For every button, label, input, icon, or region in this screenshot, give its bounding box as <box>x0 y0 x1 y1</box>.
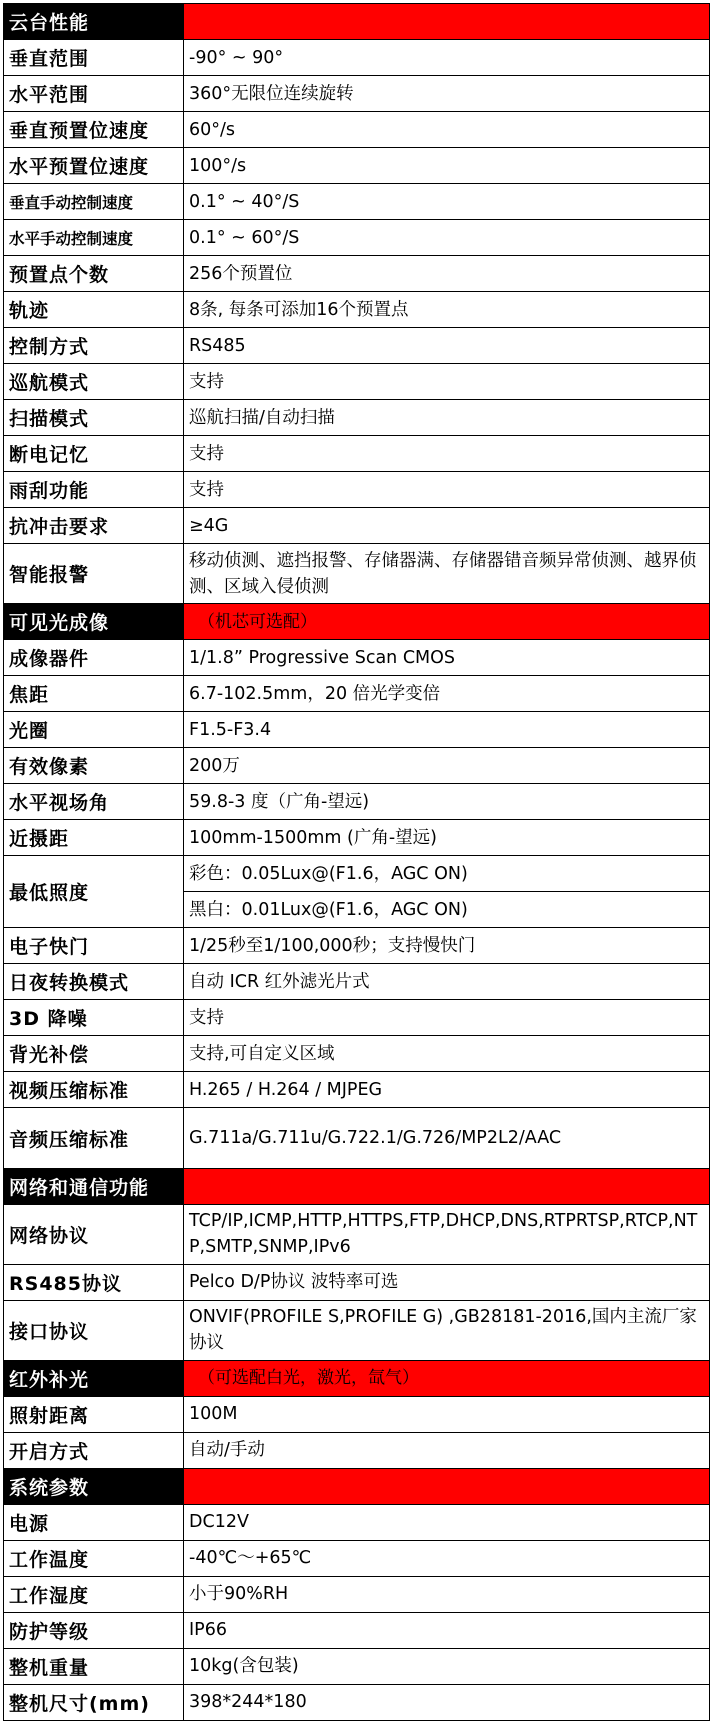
section-title: 网络和通信功能 <box>4 1168 184 1204</box>
spec-row <box>4 1204 710 1264</box>
spec-row <box>4 1300 710 1360</box>
spec-label: 断电记忆 <box>4 436 184 472</box>
spec-value: RS485 <box>184 328 710 364</box>
spec-value: 100mm-1500mm (广角-望远) <box>184 820 710 856</box>
spec-row <box>4 1396 710 1432</box>
spec-value: H.265 / H.264 / MJPEG <box>184 1072 710 1108</box>
spec-row <box>4 1000 710 1036</box>
spec-value: -40℃～+65℃ <box>184 1540 710 1576</box>
spec-row <box>4 856 710 892</box>
spec-label: 智能报警 <box>4 544 184 604</box>
spec-row <box>4 1108 710 1168</box>
spec-value: F1.5-F3.4 <box>184 712 710 748</box>
spec-row <box>4 544 710 604</box>
spec-label: 水平手动控制速度 <box>4 220 184 256</box>
spec-label: 接口协议 <box>4 1300 184 1360</box>
section-header <box>4 1468 710 1504</box>
spec-row <box>4 1072 710 1108</box>
spec-row <box>4 712 710 748</box>
spec-label: 整机重量 <box>4 1648 184 1684</box>
spec-value: 60°/s <box>184 112 710 148</box>
spec-value: 移动侦测、遮挡报警、存储器满、存储器错音频异常侦测、越界侦测、区域入侵侦测 <box>184 544 710 604</box>
spec-label: 垂直范围 <box>4 40 184 76</box>
spec-label: 雨刮功能 <box>4 472 184 508</box>
section-title: 红外补光 <box>4 1360 184 1396</box>
spec-value: 0.1° ~ 40°/S <box>184 184 710 220</box>
spec-label: 光圈 <box>4 712 184 748</box>
spec-row <box>4 328 710 364</box>
spec-label: 水平预置位速度 <box>4 148 184 184</box>
spec-value: 0.1° ~ 60°/S <box>184 220 710 256</box>
spec-row <box>4 676 710 712</box>
spec-row <box>4 1432 710 1468</box>
spec-label: 3D 降噪 <box>4 1000 184 1036</box>
spec-label: 网络协议 <box>4 1204 184 1264</box>
spec-label: 扫描模式 <box>4 400 184 436</box>
spec-row <box>4 364 710 400</box>
spec-row <box>4 1576 710 1612</box>
spec-value: 360°无限位连续旋转 <box>184 76 710 112</box>
spec-value: 100M <box>184 1396 710 1432</box>
spec-label: 工作温度 <box>4 1540 184 1576</box>
spec-row <box>4 1264 710 1300</box>
spec-label: 音频压缩标准 <box>4 1108 184 1168</box>
spec-table <box>3 3 710 1721</box>
spec-label: 垂直预置位速度 <box>4 112 184 148</box>
section-header <box>4 4 710 40</box>
spec-label: 抗冲击要求 <box>4 508 184 544</box>
spec-value: 256个预置位 <box>184 256 710 292</box>
spec-label: 近摄距 <box>4 820 184 856</box>
spec-label: 整机尺寸(mm) <box>4 1684 184 1720</box>
spec-value: 6.7-102.5mm，20 倍光学变倍 <box>184 676 710 712</box>
spec-row <box>4 1684 710 1720</box>
spec-value: 彩色：0.05Lux@(F1.6，AGC ON) <box>184 856 710 892</box>
spec-row <box>4 256 710 292</box>
spec-value: TCP/IP,ICMP,HTTP,HTTPS,FTP,DHCP,DNS,RTPRTSP,RTCP,NTP,SMTP,SNMP,IPv6 <box>184 1204 710 1264</box>
spec-row <box>4 784 710 820</box>
spec-label: 工作湿度 <box>4 1576 184 1612</box>
spec-value: Pelco D/P协议 波特率可选 <box>184 1264 710 1300</box>
section-header <box>4 1168 710 1204</box>
section-title: 可见光成像 <box>4 604 184 640</box>
spec-row <box>4 1612 710 1648</box>
section-title: 云台性能 <box>4 4 184 40</box>
section-note <box>184 4 710 40</box>
spec-row <box>4 400 710 436</box>
spec-row <box>4 112 710 148</box>
spec-row <box>4 748 710 784</box>
spec-label: 垂直手动控制速度 <box>4 184 184 220</box>
spec-row <box>4 292 710 328</box>
spec-row <box>4 1036 710 1072</box>
spec-row <box>4 1540 710 1576</box>
spec-row <box>4 1504 710 1540</box>
spec-label: 背光补偿 <box>4 1036 184 1072</box>
spec-label: 预置点个数 <box>4 256 184 292</box>
spec-value: 支持 <box>184 1000 710 1036</box>
spec-row <box>4 964 710 1000</box>
spec-row <box>4 40 710 76</box>
spec-label: 视频压缩标准 <box>4 1072 184 1108</box>
section-note <box>184 1168 710 1204</box>
spec-value: 黑白：0.01Lux@(F1.6，AGC ON) <box>184 892 710 928</box>
spec-label: 水平范围 <box>4 76 184 112</box>
spec-label: 焦距 <box>4 676 184 712</box>
spec-row <box>4 148 710 184</box>
spec-label: 控制方式 <box>4 328 184 364</box>
spec-label: 电子快门 <box>4 928 184 964</box>
spec-value: 自动 ICR 红外滤光片式 <box>184 964 710 1000</box>
spec-label: 开启方式 <box>4 1432 184 1468</box>
spec-value: 1/25秒至1/100,000秒；支持慢快门 <box>184 928 710 964</box>
spec-value: 59.8-3 度（广角-望远) <box>184 784 710 820</box>
spec-value: 支持 <box>184 436 710 472</box>
spec-value: -90° ~ 90° <box>184 40 710 76</box>
spec-row <box>4 472 710 508</box>
spec-value: 支持 <box>184 472 710 508</box>
spec-value: 100°/s <box>184 148 710 184</box>
spec-row <box>4 820 710 856</box>
spec-label: 轨迹 <box>4 292 184 328</box>
section-note <box>184 1468 710 1504</box>
spec-value: 200万 <box>184 748 710 784</box>
spec-value: 巡航扫描/自动扫描 <box>184 400 710 436</box>
spec-table-body <box>4 4 710 1721</box>
section-header <box>4 604 710 640</box>
spec-row <box>4 436 710 472</box>
spec-value: 1/1.8” Progressive Scan CMOS <box>184 640 710 676</box>
spec-row <box>4 640 710 676</box>
spec-label: 防护等级 <box>4 1612 184 1648</box>
spec-row <box>4 1648 710 1684</box>
section-note: （可选配白光，激光，氙气） <box>184 1360 710 1396</box>
spec-value: 支持 <box>184 364 710 400</box>
spec-label: 日夜转换模式 <box>4 964 184 1000</box>
spec-value: DC12V <box>184 1504 710 1540</box>
spec-value: 398*244*180 <box>184 1684 710 1720</box>
spec-label: 有效像素 <box>4 748 184 784</box>
spec-label: RS485协议 <box>4 1264 184 1300</box>
spec-value: ≥4G <box>184 508 710 544</box>
spec-value: ONVIF(PROFILE S,PROFILE G) ,GB28181-2016,国内主流厂家协议 <box>184 1300 710 1360</box>
spec-value: G.711a/G.711u/G.722.1/G.726/MP2L2/AAC <box>184 1108 710 1168</box>
spec-label: 电源 <box>4 1504 184 1540</box>
spec-label: 水平视场角 <box>4 784 184 820</box>
spec-row <box>4 220 710 256</box>
spec-label: 巡航模式 <box>4 364 184 400</box>
spec-label: 照射距离 <box>4 1396 184 1432</box>
spec-label: 最低照度 <box>4 856 184 928</box>
spec-value: 小于90%RH <box>184 1576 710 1612</box>
spec-row <box>4 928 710 964</box>
section-note: （机芯可选配） <box>184 604 710 640</box>
spec-row <box>4 76 710 112</box>
spec-value: IP66 <box>184 1612 710 1648</box>
spec-row <box>4 508 710 544</box>
spec-value: 10kg(含包装) <box>184 1648 710 1684</box>
spec-value: 自动/手动 <box>184 1432 710 1468</box>
section-header <box>4 1360 710 1396</box>
section-title: 系统参数 <box>4 1468 184 1504</box>
spec-row <box>4 184 710 220</box>
spec-value: 支持,可自定义区域 <box>184 1036 710 1072</box>
spec-value: 8条, 每条可添加16个预置点 <box>184 292 710 328</box>
spec-label: 成像器件 <box>4 640 184 676</box>
